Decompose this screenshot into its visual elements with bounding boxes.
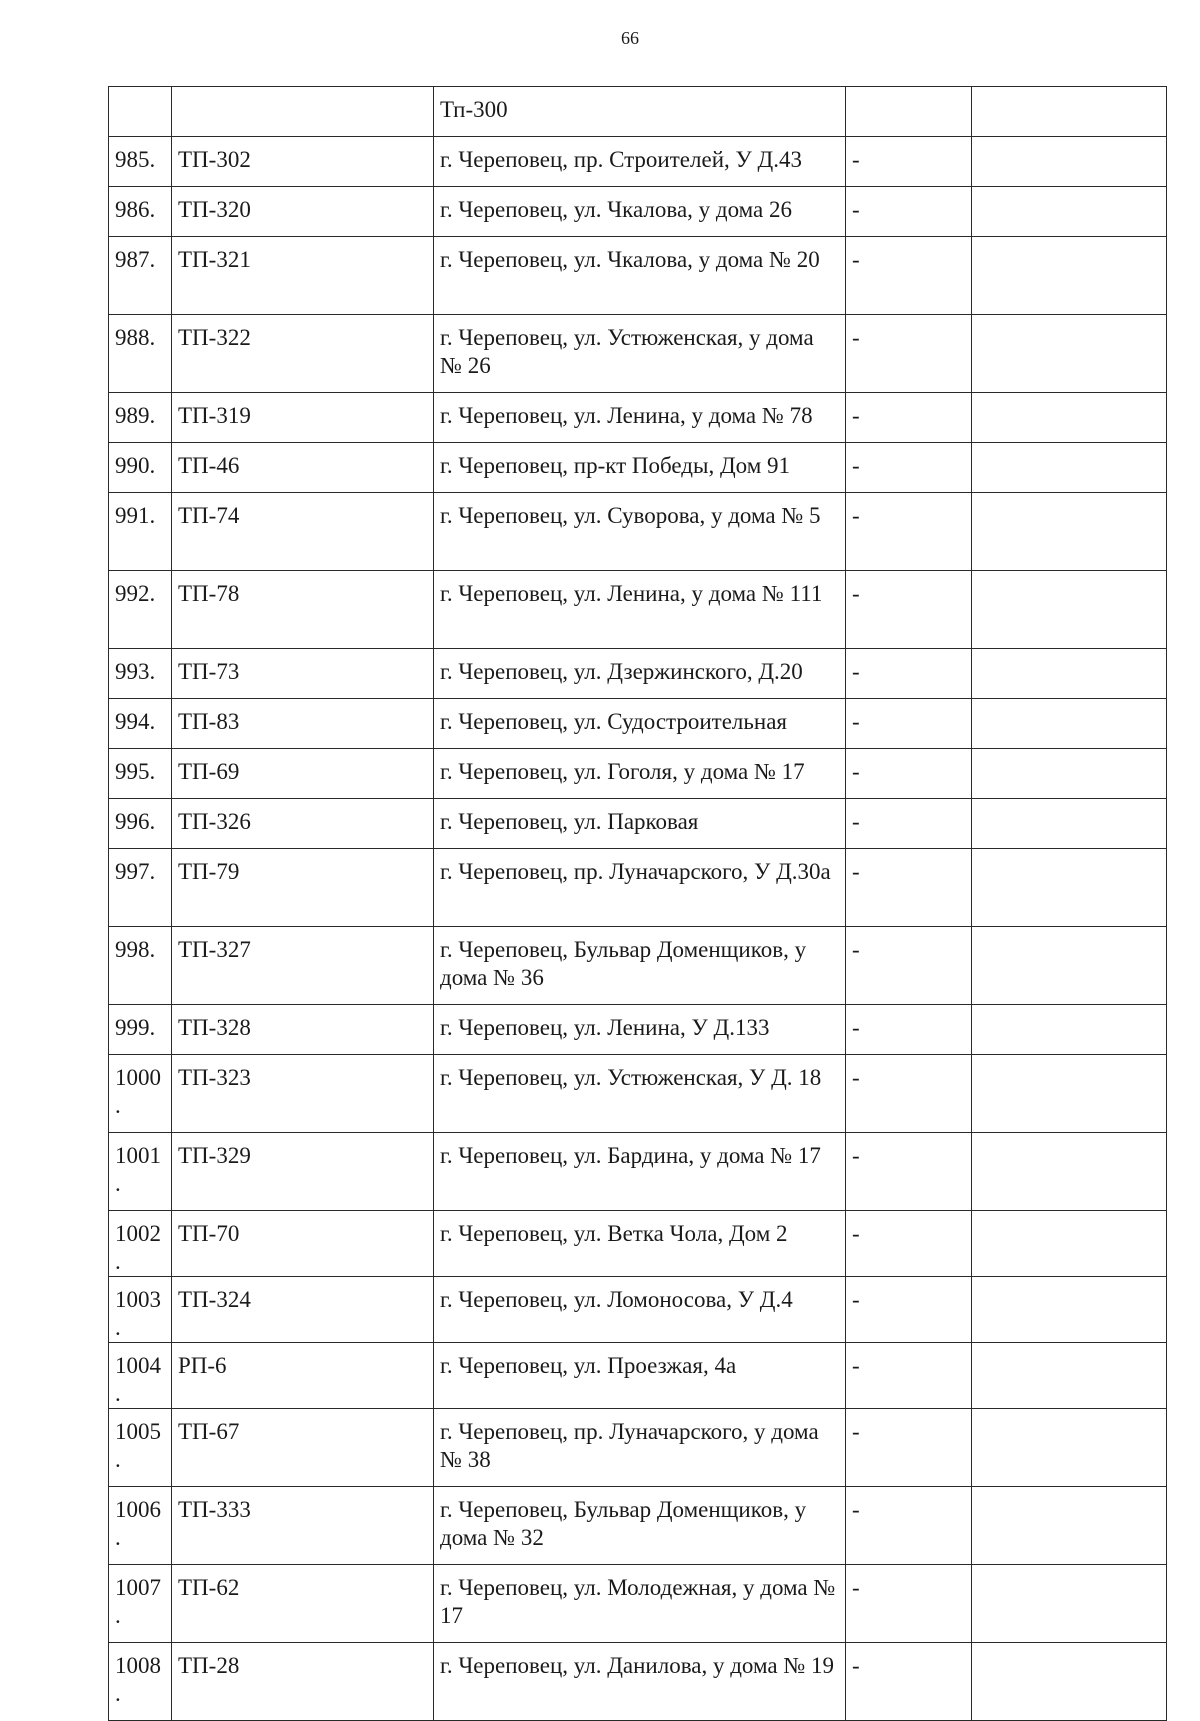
column-5-value [972, 571, 1167, 649]
column-4-value: - [846, 393, 972, 443]
column-4-value: - [846, 571, 972, 649]
column-5-value [972, 649, 1167, 699]
table-row [109, 137, 1167, 187]
column-5-value [972, 1487, 1167, 1565]
address: г. Череповец, ул. Гоголя, у дома № 17 [434, 749, 846, 799]
table-row [109, 1277, 1167, 1343]
substation-code: ТП-320 [172, 187, 434, 237]
address: г. Череповец, ул. Чкалова, у дома № 20 [434, 237, 846, 315]
address: г. Череповец, ул. Устюженская, У Д. 18 [434, 1055, 846, 1133]
table-row [109, 1343, 1167, 1409]
column-4-value: - [846, 649, 972, 699]
row-number: 996. [109, 799, 172, 849]
row-number: 1008. [109, 1643, 172, 1721]
substation-code: ТП-69 [172, 749, 434, 799]
row-number: 997. [109, 849, 172, 927]
table-row [109, 699, 1167, 749]
column-4-value: - [846, 1133, 972, 1211]
row-number: 987. [109, 237, 172, 315]
substation-code: ТП-319 [172, 393, 434, 443]
column-4-value: - [846, 849, 972, 927]
row-number: 985. [109, 137, 172, 187]
address: г. Череповец, Бульвар Доменщиков, у дома № 36 [434, 927, 846, 1005]
column-4-value: - [846, 1005, 972, 1055]
column-5-value [972, 1343, 1167, 1409]
address: г. Череповец, ул. Суворова, у дома № 5 [434, 493, 846, 571]
table-row [109, 1409, 1167, 1487]
table-row [109, 927, 1167, 1005]
row-number: 993. [109, 649, 172, 699]
column-4-value: - [846, 749, 972, 799]
row-number: 988. [109, 315, 172, 393]
column-4-value: - [846, 1565, 972, 1643]
row-number: 1004. [109, 1343, 172, 1409]
column-4-value: - [846, 1409, 972, 1487]
column-4-value: - [846, 137, 972, 187]
row-number: 991. [109, 493, 172, 571]
column-5-value [972, 1643, 1167, 1721]
substation-code: РП-6 [172, 1343, 434, 1409]
substation-code: ТП-78 [172, 571, 434, 649]
substation-code: ТП-329 [172, 1133, 434, 1211]
substation-code: ТП-73 [172, 649, 434, 699]
address: г. Череповец, ул. Чкалова, у дома 26 [434, 187, 846, 237]
substation-code [172, 87, 434, 137]
column-4-value: - [846, 1055, 972, 1133]
substation-table [108, 86, 1167, 1721]
row-number: 1002. [109, 1211, 172, 1277]
substation-code: ТП-70 [172, 1211, 434, 1277]
table-row [109, 1565, 1167, 1643]
table-row [109, 1005, 1167, 1055]
substation-code: ТП-322 [172, 315, 434, 393]
table-row [109, 493, 1167, 571]
column-5-value [972, 1565, 1167, 1643]
row-number: 990. [109, 443, 172, 493]
address: г. Череповец, ул. Бардина, у дома № 17 [434, 1133, 846, 1211]
row-number: 1007. [109, 1565, 172, 1643]
address: г. Череповец, ул. Проезжая, 4а [434, 1343, 846, 1409]
substation-code: ТП-302 [172, 137, 434, 187]
column-5-value [972, 87, 1167, 137]
address: г. Череповец, ул. Устюженская, у дома № 26 [434, 315, 846, 393]
address: г. Череповец, ул. Данилова, у дома № 19 [434, 1643, 846, 1721]
substation-code: ТП-327 [172, 927, 434, 1005]
row-number: 986. [109, 187, 172, 237]
table-row [109, 187, 1167, 237]
table-row [109, 649, 1167, 699]
row-number: 1006. [109, 1487, 172, 1565]
address: Тп-300 [434, 87, 846, 137]
row-number: 994. [109, 699, 172, 749]
column-4-value: - [846, 315, 972, 393]
address: г. Череповец, пр. Луначарского, У Д.30а [434, 849, 846, 927]
substation-code: ТП-83 [172, 699, 434, 749]
column-4-value: - [846, 187, 972, 237]
address: г. Череповец, ул. Судостроительная [434, 699, 846, 749]
row-number [109, 87, 172, 137]
substation-code: ТП-67 [172, 1409, 434, 1487]
substation-code: ТП-323 [172, 1055, 434, 1133]
column-5-value [972, 1005, 1167, 1055]
column-5-value [972, 493, 1167, 571]
table-row [109, 315, 1167, 393]
row-number: 995. [109, 749, 172, 799]
column-4-value: - [846, 237, 972, 315]
row-number: 999. [109, 1005, 172, 1055]
substation-code: ТП-79 [172, 849, 434, 927]
substation-code: ТП-328 [172, 1005, 434, 1055]
table-row [109, 849, 1167, 927]
table-row [109, 749, 1167, 799]
column-4-value: - [846, 1277, 972, 1343]
substation-code: ТП-326 [172, 799, 434, 849]
page-number: 66 [621, 28, 639, 48]
column-4-value: - [846, 1487, 972, 1565]
address: г. Череповец, ул. Ленина, У Д.133 [434, 1005, 846, 1055]
substation-code: ТП-28 [172, 1643, 434, 1721]
substation-code: ТП-46 [172, 443, 434, 493]
substation-code: ТП-74 [172, 493, 434, 571]
column-5-value [972, 749, 1167, 799]
column-4-value: - [846, 927, 972, 1005]
column-5-value [972, 1133, 1167, 1211]
address: г. Череповец, пр. Луначарского, у дома № 38 [434, 1409, 846, 1487]
table-row [109, 237, 1167, 315]
address: г. Череповец, ул. Дзержинского, Д.20 [434, 649, 846, 699]
row-number: 1003. [109, 1277, 172, 1343]
column-5-value [972, 799, 1167, 849]
column-4-value: - [846, 799, 972, 849]
column-5-value [972, 1211, 1167, 1277]
table-row [109, 571, 1167, 649]
column-5-value [972, 187, 1167, 237]
address: г. Череповец, ул. Парковая [434, 799, 846, 849]
address: г. Череповец, пр. Строителей, У Д.43 [434, 137, 846, 187]
address: г. Череповец, ул. Ветка Чола, Дом 2 [434, 1211, 846, 1277]
column-4-value: - [846, 699, 972, 749]
substation-code: ТП-321 [172, 237, 434, 315]
column-5-value [972, 1277, 1167, 1343]
address: г. Череповец, ул. Ленина, у дома № 111 [434, 571, 846, 649]
row-number: 998. [109, 927, 172, 1005]
row-number: 989. [109, 393, 172, 443]
table-row [109, 1643, 1167, 1721]
table-row [109, 1211, 1167, 1277]
table-row [109, 443, 1167, 493]
column-4-value: - [846, 443, 972, 493]
table-row [109, 87, 1167, 137]
table-row [109, 799, 1167, 849]
column-4-value: - [846, 1343, 972, 1409]
column-4-value: - [846, 1643, 972, 1721]
table-row [109, 1055, 1167, 1133]
substation-code: ТП-62 [172, 1565, 434, 1643]
table-row [109, 393, 1167, 443]
column-5-value [972, 849, 1167, 927]
column-5-value [972, 393, 1167, 443]
address: г. Череповец, Бульвар Доменщиков, у дома № 32 [434, 1487, 846, 1565]
column-5-value [972, 237, 1167, 315]
address: г. Череповец, ул. Ленина, у дома № 78 [434, 393, 846, 443]
address: г. Череповец, пр-кт Победы, Дом 91 [434, 443, 846, 493]
address: г. Череповец, ул. Молодежная, у дома № 17 [434, 1565, 846, 1643]
column-4-value: - [846, 1211, 972, 1277]
column-5-value [972, 443, 1167, 493]
row-number: 1000. [109, 1055, 172, 1133]
substation-code: ТП-333 [172, 1487, 434, 1565]
substation-code: ТП-324 [172, 1277, 434, 1343]
column-5-value [972, 1055, 1167, 1133]
column-5-value [972, 315, 1167, 393]
row-number: 1001. [109, 1133, 172, 1211]
table-row [109, 1133, 1167, 1211]
column-5-value [972, 137, 1167, 187]
column-4-value [846, 87, 972, 137]
row-number: 1005. [109, 1409, 172, 1487]
column-5-value [972, 927, 1167, 1005]
column-4-value: - [846, 493, 972, 571]
table-row [109, 1487, 1167, 1565]
address: г. Череповец, ул. Ломоносова, У Д.4 [434, 1277, 846, 1343]
column-5-value [972, 1409, 1167, 1487]
row-number: 992. [109, 571, 172, 649]
column-5-value [972, 699, 1167, 749]
